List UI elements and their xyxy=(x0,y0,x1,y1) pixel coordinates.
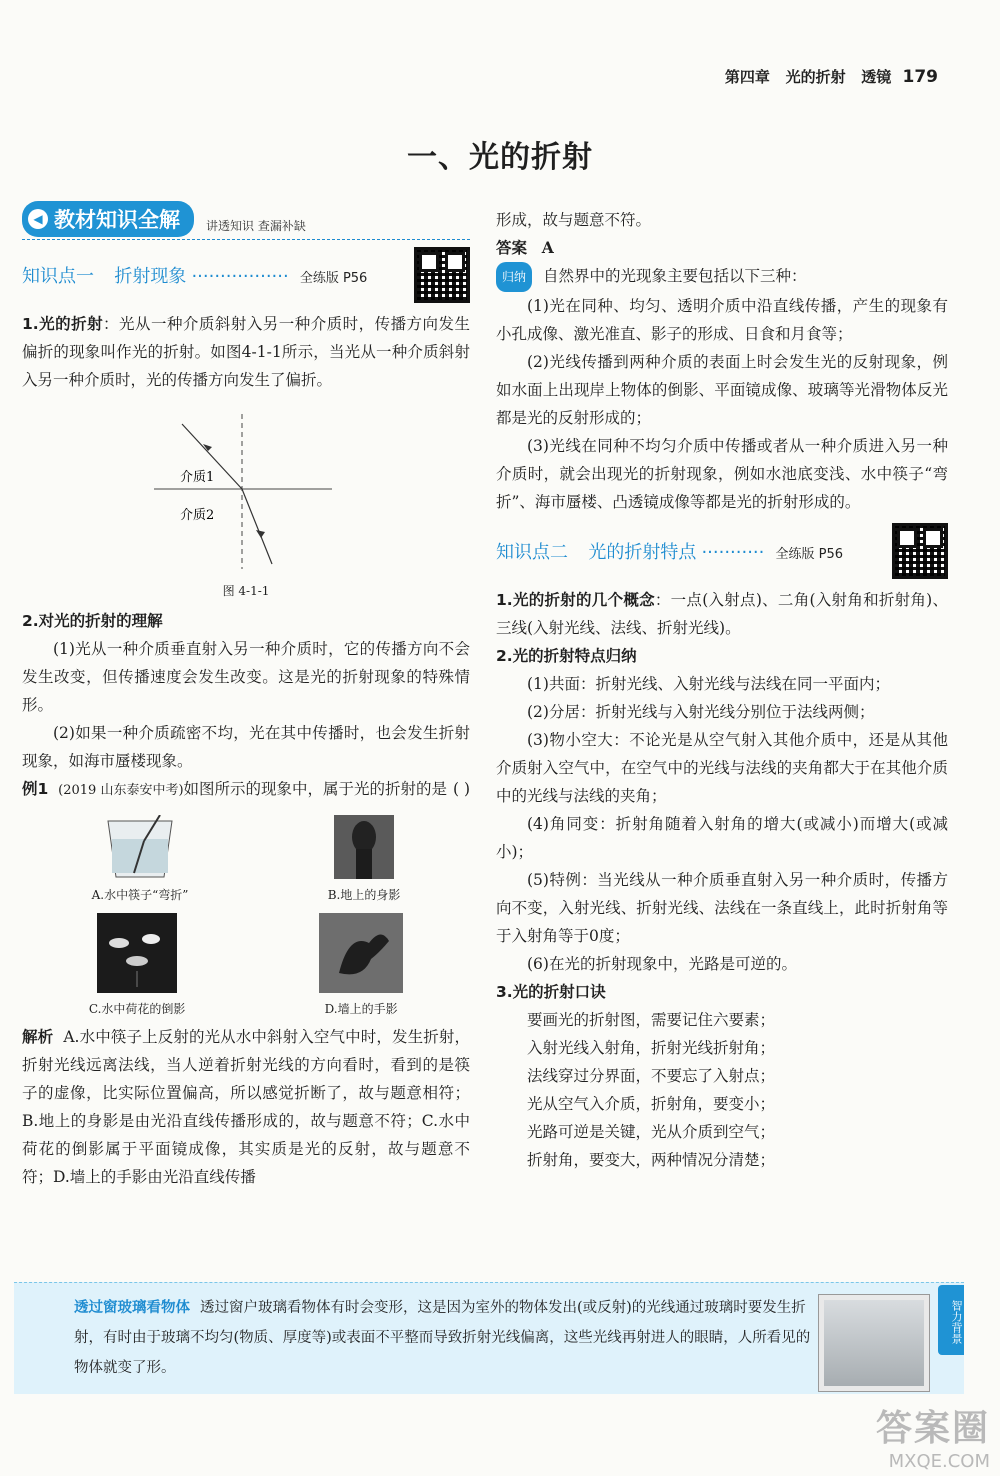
rhyme-6: 折射角，要变大，两种情况分清楚； xyxy=(527,1151,776,1169)
summary-1: (1)光在同种、均匀、透明介质中沿直线传播，产生的现象有小孔成像、激光准直、影子的形成、日食和月食等； xyxy=(496,297,948,343)
answer-label: 答案 xyxy=(496,239,528,257)
p2-head: 2.对光的折射的理解 xyxy=(22,612,163,630)
option-c-label: C.水中荷花的倒影 xyxy=(88,1002,186,1016)
rhyme-4: 光从空气入介质，折射角，要变小； xyxy=(527,1095,776,1113)
option-d xyxy=(319,913,403,1017)
feature-4: (4)角同变：折射角随着入射角的增大(或减小)而增大(或减小)； xyxy=(496,815,948,861)
option-d-label: D.墙上的手影 xyxy=(324,1002,398,1016)
s2-head: 2.光的折射特点归纳 xyxy=(496,647,637,665)
analysis-continued: 形成，故与题意不符。 xyxy=(496,211,652,229)
background-info-text xyxy=(74,1293,814,1383)
option-c xyxy=(89,913,186,1017)
answer-line xyxy=(496,234,948,262)
option-images-row-2 xyxy=(22,913,470,1017)
background-info-box xyxy=(14,1282,964,1394)
knowledge-point-1-header xyxy=(22,240,470,310)
analysis-text: A.水中筷子上反射的光从水中斜射入空气中时，发生折射，折射光线远离法线，当人逆着折射光线的方向看时，看到的是筷子的虚像，比实际位置偏高，所以感觉折断了，故与题意相符；B.地上的身影是由光沿直线传播形成的，故与题意不符；C.水中荷花的倒影属于平面镜成像，其实质是光的反射，故与题意不符；D.墙上的手影由光沿直线传播 xyxy=(22,1028,470,1186)
concepts-paragraph xyxy=(496,586,948,642)
kp1-dots: ················· xyxy=(191,266,289,287)
refraction-diagram xyxy=(22,394,470,584)
feature-6: (6)在光的折射现象中，光路是可逆的。 xyxy=(527,955,797,973)
example-text: 如图所示的现象中，属于光的折射的是 xyxy=(183,780,448,798)
header-chapter: 第四章 xyxy=(724,68,770,86)
watermark-small: MXQE.COM xyxy=(888,1451,990,1472)
example-head: 例1 xyxy=(22,780,49,798)
kp2-dots: ··········· xyxy=(701,542,765,563)
qr-code-icon[interactable] xyxy=(414,247,470,303)
answer-value: A xyxy=(541,238,554,257)
rhyme-2: 入射光线入射角，折射光线折射角； xyxy=(527,1039,776,1057)
header-section: 光的折射 xyxy=(785,68,846,86)
paragraph-2b: (2)如果一种介质疏密不均，光在其中传播时，也会发生折射现象，如海市蜃楼现象。 xyxy=(22,724,470,770)
rhyme-3: 法线穿过分界面，不要忘了入射点； xyxy=(527,1067,776,1085)
answer-bracket: ( ) xyxy=(452,780,470,798)
kp1-ref: 全练版 P56 xyxy=(299,271,368,286)
ground-shadow-image xyxy=(334,815,394,879)
example-source: (2019 山东泰安中考) xyxy=(58,783,184,798)
feature-1: (1)共面：折射光线、入射光线与法线在同一平面内； xyxy=(527,675,890,693)
speaker-icon: ◀ xyxy=(28,209,48,229)
paragraph-2a: (1)光从一种介质垂直射入另一种介质时，它的传播方向不会发生改变，但传播速度会发生改变。这是光的折射现象的特殊情形。 xyxy=(22,640,470,714)
option-a xyxy=(92,815,189,903)
header-sub: 透镜 xyxy=(861,68,892,86)
s1-text: ：一点(入射点)、二角(入射角和折射角)、三线(入射光线、法线、折射光线)。 xyxy=(496,591,948,637)
kp2-title: 知识点二 xyxy=(496,542,568,563)
kp1-name: 折射现象 xyxy=(114,266,187,287)
page-title: 一、光的折射 xyxy=(407,140,593,175)
glass-chopstick-image xyxy=(100,815,180,879)
rhyme-5: 光路可逆是关键，光从介质到空气； xyxy=(527,1123,776,1141)
heading-understanding xyxy=(22,607,470,635)
option-b xyxy=(328,815,401,903)
option-images-row-1 xyxy=(22,815,470,903)
summary-intro xyxy=(496,262,948,292)
example-1 xyxy=(22,775,470,805)
figure-4-1-1 xyxy=(22,394,470,584)
p1-head: 1.光的折射 xyxy=(22,315,104,333)
kp2-ref: 全练版 P56 xyxy=(775,547,843,562)
summary-badge: 归纳 xyxy=(496,262,532,292)
hand-shadow-image xyxy=(319,913,403,993)
lotus-reflection-image xyxy=(97,913,177,993)
feature-5: (5)特例：当光线从一种介质垂直射入另一种介质时，传播方向不变，入射光线、折射光线、法线在一条直线上，此时折射角等于入射角等于0度； xyxy=(496,871,948,945)
page-number: 179 xyxy=(902,67,938,87)
background-info-lead: 透过窗玻璃看物体 xyxy=(74,1300,190,1316)
medium-1-label: 介质1 xyxy=(180,470,215,485)
summary-2: (2)光线传播到两种介质的表面上时会发生光的反射现象，例如水面上出现岸上物体的倒影、平面镜成像、玻璃等光滑物体反光都是光的反射形成的； xyxy=(496,353,948,427)
banner-pill xyxy=(22,201,194,237)
page-header xyxy=(725,66,938,87)
option-b-label: B.地上的身影 xyxy=(327,888,401,902)
side-tag: 智力背景 xyxy=(938,1285,964,1355)
kp1-title: 知识点一 xyxy=(22,266,94,287)
rhyme-1: 要画光的折射图，需要记住六要素； xyxy=(527,1011,776,1029)
summary-3: (3)光线在同种不均匀介质中传播或者从一种介质进入另一种介质时，就会出现光的折射现象，例如水池底变浅、水中筷子“弯折”、海市蜃楼、凸透镜成像等都是光的折射形成的。 xyxy=(496,437,948,511)
option-a-label: A.水中筷子“弯折” xyxy=(91,888,189,902)
analysis-paragraph xyxy=(22,1023,470,1191)
feature-3: (3)物小空大：不论光是从空气射入其他介质中，还是从其他介质射入空气中，在空气中的光线与法线的夹角都大于在其他介质中的光线与法线的夹角； xyxy=(496,731,948,805)
features-heading xyxy=(496,642,948,670)
section-banner xyxy=(22,206,470,240)
medium-2-label: 介质2 xyxy=(180,508,215,523)
rhyme-heading xyxy=(496,978,948,1006)
s3-head: 3.光的折射口诀 xyxy=(496,983,606,1001)
banner-label: 教材知识全解 xyxy=(54,208,180,232)
window-image xyxy=(819,1295,929,1391)
figure-caption: 图 4-1-1 xyxy=(222,584,270,598)
paragraph-refraction-def xyxy=(22,310,470,394)
banner-subtitle: 讲透知识 查漏补缺 xyxy=(206,219,306,233)
feature-2: (2)分居：折射光线与入射光线分别位于法线两侧； xyxy=(527,703,875,721)
analysis-head: 解析 xyxy=(22,1028,54,1046)
s1-head: 1.光的折射的几个概念 xyxy=(496,591,655,609)
right-column xyxy=(496,206,948,1174)
watermark xyxy=(876,1400,990,1472)
summary-text: 自然界中的光现象主要包括以下三种： xyxy=(542,267,807,285)
background-info-body: 透过窗户玻璃看物体有时会变形，这是因为室外的物体发出(或反射)的光线通过玻璃时要发生折射，有时由于玻璃不均匀(物质、厚度等)或表面不平整而导致折射光线偏离，这些光线再射进人的眼睛，人所看见的物体就变了形。 xyxy=(74,1300,811,1376)
qr-code-icon[interactable] xyxy=(892,523,948,579)
p1-text: ：光从一种介质斜射入另一种介质时，传播方向发生偏折的现象叫作光的折射。如图4-1-1所示，当光从一种介质斜射入另一种介质时，光的传播方向发生了偏折。 xyxy=(22,315,470,389)
left-column xyxy=(22,206,470,1191)
knowledge-point-2-header xyxy=(496,516,948,586)
watermark-big: 答案圈 xyxy=(875,1408,990,1449)
kp2-name: 光的折射特点 xyxy=(588,542,697,563)
